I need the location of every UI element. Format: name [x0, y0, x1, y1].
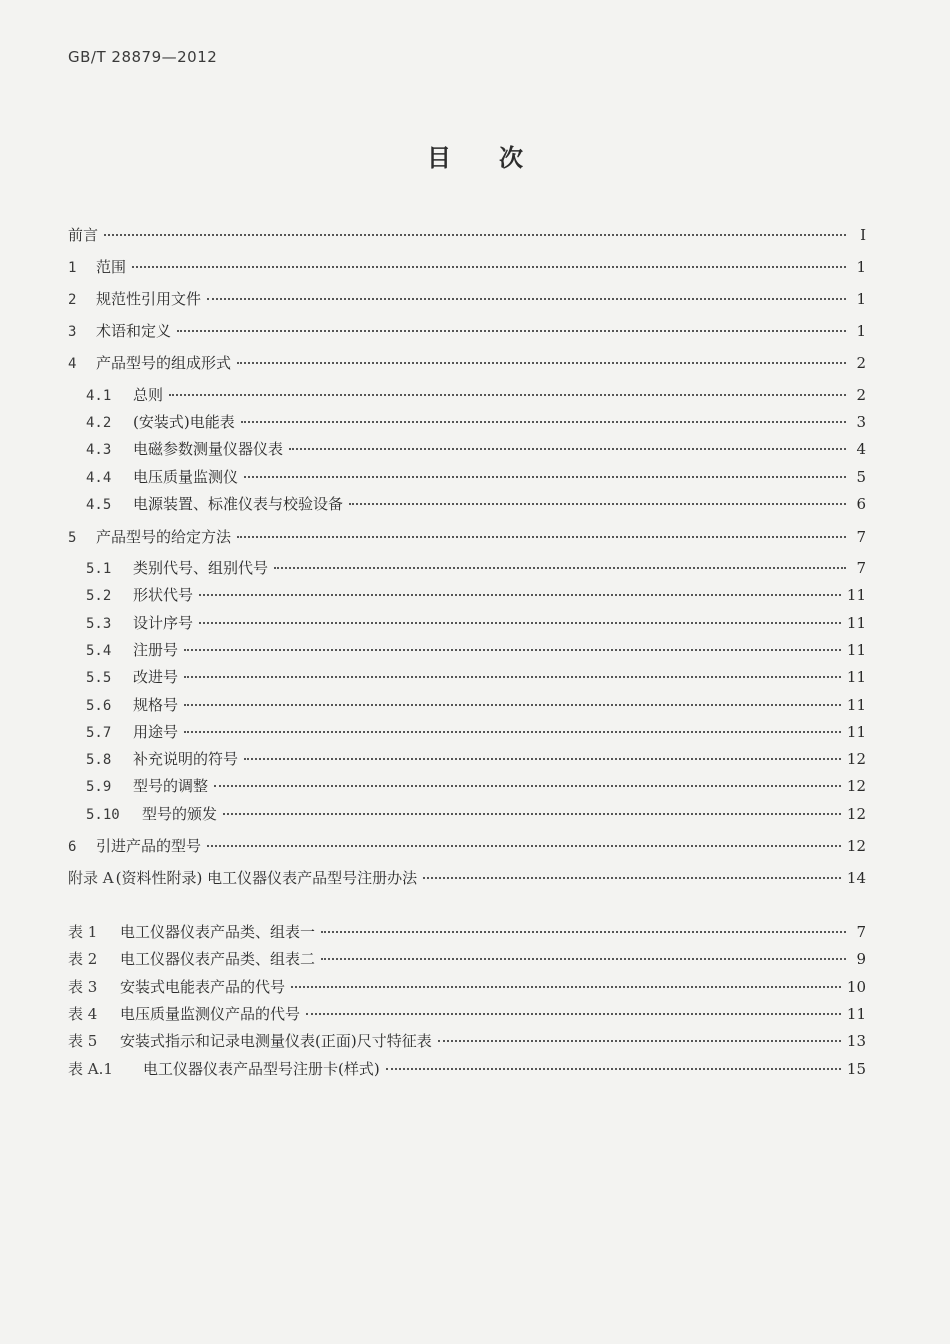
toc-entry-number: 5.10 — [86, 807, 120, 823]
table-entry[interactable] — [68, 976, 866, 998]
toc-entry-text: 型号的调整 — [133, 777, 209, 795]
table-entry-text: 安装式电能表产品的代号 — [120, 978, 286, 996]
table-entry-number: 表 5 — [68, 1032, 98, 1050]
toc-entry-page: 11 — [846, 641, 866, 659]
toc-entry-page: 1 — [856, 322, 866, 340]
table-entry-number: 表 4 — [68, 1005, 98, 1023]
table-entry[interactable] — [68, 1003, 866, 1025]
toc-entry[interactable] — [68, 256, 866, 278]
dot-leader — [244, 475, 846, 478]
dot-leader — [199, 621, 841, 624]
toc-entry-text: 范围 — [96, 258, 127, 276]
dot-leader — [244, 757, 841, 760]
table-entry[interactable] — [68, 921, 866, 943]
toc-entry-page: Ⅰ — [860, 226, 866, 244]
toc-entry-page: 11 — [846, 668, 866, 686]
toc-entry-text: 注册号 — [133, 641, 179, 659]
dot-leader — [349, 502, 846, 505]
toc-entry-text: 电源装置、标准仪表与校验设备 — [133, 495, 344, 513]
toc-entry-number: 5.6 — [86, 698, 112, 714]
page-title: 目次 — [427, 143, 571, 172]
toc-entry-page: 4 — [856, 440, 866, 458]
dot-leader — [223, 812, 841, 815]
toc-entry-preface[interactable] — [68, 224, 866, 246]
toc-subentry[interactable] — [86, 438, 866, 460]
toc-entry-page: 2 — [856, 386, 866, 404]
toc-entry-page: 1 — [856, 290, 866, 308]
toc-entry-text: 电压质量监测仪 — [133, 468, 239, 486]
toc-entry-text: 产品型号的组成形式 — [96, 354, 232, 372]
toc-entry-text: 引进产品的型号 — [96, 837, 202, 855]
toc-entry-appendix-a[interactable] — [68, 867, 866, 889]
toc-entry-text: 补充说明的符号 — [133, 750, 239, 768]
toc-entry-number: 5.5 — [86, 670, 112, 686]
table-entry-page: 15 — [846, 1060, 866, 1078]
toc-entry-number: 2 — [68, 292, 77, 308]
toc-entry-number: 5.1 — [86, 561, 112, 577]
toc-entry-number: 5.3 — [86, 616, 112, 632]
toc-entry-text: 用途号 — [133, 723, 179, 741]
toc-entry-number: 3 — [68, 324, 77, 340]
toc-entry-number: 5.4 — [86, 643, 112, 659]
toc-entry-number: 5.2 — [86, 588, 112, 604]
table-entry-text: 安装式指示和记录电测量仪表(正面)尺寸特征表 — [120, 1032, 432, 1050]
toc-entry-number: 5.7 — [86, 725, 112, 741]
toc-entry-text: 总则 — [133, 386, 164, 404]
toc-entry-number: 5.8 — [86, 752, 112, 768]
toc-subentry[interactable] — [86, 557, 866, 579]
table-entry[interactable] — [68, 1030, 866, 1052]
toc-entry[interactable] — [68, 320, 866, 342]
table-entry-page: 11 — [846, 1005, 866, 1023]
toc-entry[interactable] — [68, 835, 866, 857]
toc-entry[interactable] — [68, 526, 866, 548]
header-standard-code: GB/T 28879—2012 — [68, 48, 218, 66]
table-entry-number: 表 1 — [68, 923, 98, 941]
toc-subentry[interactable] — [86, 694, 866, 716]
table-entry-text: 电工仪器仪表产品类、组表二 — [120, 950, 316, 968]
toc-subentry[interactable] — [86, 721, 866, 743]
toc-entry-number: 5.9 — [86, 779, 112, 795]
toc-entry-page: 12 — [846, 837, 866, 855]
toc-entry-page: 5 — [856, 468, 866, 486]
toc-entry-text: 类别代号、组别代号 — [133, 559, 269, 577]
toc-entry-page: 3 — [856, 413, 866, 431]
toc-entry-page: 11 — [846, 614, 866, 632]
table-entry-number: 表 3 — [68, 978, 98, 996]
dot-leader — [237, 535, 846, 538]
toc-entry-page: 14 — [846, 869, 866, 887]
toc-entry-text: (安装式)电能表 — [133, 413, 235, 431]
toc-entry-page: 6 — [856, 495, 866, 513]
toc-subentry[interactable] — [86, 803, 866, 825]
toc-entry-page: 11 — [846, 723, 866, 741]
toc-entry-text: 形状代号 — [133, 586, 194, 604]
toc-entry-text: 电磁参数测量仪器仪表 — [133, 440, 284, 458]
table-entry-text: 电工仪器仪表产品型号注册卡(样式) — [143, 1060, 380, 1078]
dot-leader — [169, 393, 846, 396]
toc-subentry[interactable] — [86, 775, 866, 797]
toc-entry-text: (资料性附录) 电工仪器仪表产品型号注册办法 — [115, 869, 418, 887]
table-entry-text: 电工仪器仪表产品类、组表一 — [120, 923, 316, 941]
toc-entry-number: 4.5 — [86, 497, 112, 513]
table-entry-page: 10 — [846, 978, 866, 996]
toc-entry-text: 型号的颁发 — [142, 805, 218, 823]
toc-entry-page: 12 — [846, 750, 866, 768]
toc-entry-number: 4.2 — [86, 415, 112, 431]
table-entry-page: 7 — [856, 923, 866, 941]
dot-leader — [207, 844, 841, 847]
toc-subentry[interactable] — [86, 666, 866, 688]
dot-leader — [184, 703, 841, 706]
toc-entry-page: 7 — [856, 528, 866, 546]
dot-leader — [306, 1012, 841, 1015]
dot-leader — [241, 420, 846, 423]
dot-leader — [321, 957, 846, 960]
dot-leader — [386, 1067, 841, 1070]
toc-entry-number: 4.1 — [86, 388, 112, 404]
dot-leader — [184, 675, 841, 678]
table-entry-page: 13 — [846, 1032, 866, 1050]
dot-leader — [104, 233, 846, 236]
toc-entry-text: 设计序号 — [133, 614, 194, 632]
dot-leader — [289, 447, 846, 450]
toc-entry-page: 7 — [856, 559, 866, 577]
toc-entry-number: 附录 A — [68, 869, 114, 887]
toc-entry-page: 11 — [846, 586, 866, 604]
dot-leader — [207, 297, 846, 300]
toc-entry[interactable] — [68, 288, 866, 310]
table-entry-page: 9 — [856, 950, 866, 968]
toc-entry-number: 1 — [68, 260, 77, 276]
toc-entry-text: 规格号 — [133, 696, 179, 714]
table-entry-number: 表 2 — [68, 950, 98, 968]
table-entry-text: 电压质量监测仪产品的代号 — [120, 1005, 301, 1023]
table-entry-number: 表 A.1 — [68, 1060, 113, 1078]
dot-leader — [423, 876, 841, 879]
dot-leader — [274, 566, 846, 569]
toc-subentry[interactable] — [86, 612, 866, 634]
dot-leader — [199, 593, 841, 596]
dot-leader — [184, 730, 841, 733]
toc-subentry[interactable] — [86, 748, 866, 770]
toc-entry-text: 术语和定义 — [96, 322, 172, 340]
toc-entry-number: 4.4 — [86, 470, 112, 486]
toc-entry-number: 5 — [68, 530, 77, 546]
dot-leader — [132, 265, 846, 268]
toc-entry-page: 1 — [856, 258, 866, 276]
dot-leader — [177, 329, 846, 332]
toc-entry-text: 前言 — [68, 226, 99, 244]
toc-subentry[interactable] — [86, 639, 866, 661]
toc-subentry[interactable] — [86, 493, 866, 515]
table-entry[interactable] — [68, 1058, 866, 1080]
toc-entry-text: 规范性引用文件 — [96, 290, 202, 308]
dot-leader — [438, 1039, 841, 1042]
dot-leader — [237, 361, 846, 364]
toc-entry-number: 4.3 — [86, 442, 112, 458]
toc-entry-page: 12 — [846, 805, 866, 823]
dot-leader — [321, 930, 846, 933]
toc-subentry[interactable] — [86, 466, 866, 488]
dot-leader — [291, 985, 841, 988]
toc-entry[interactable] — [68, 352, 866, 374]
toc-entry-text: 改进号 — [133, 668, 179, 686]
toc-entry-text: 产品型号的给定方法 — [96, 528, 232, 546]
toc-entry-page: 12 — [846, 777, 866, 795]
toc-entry-page: 2 — [856, 354, 866, 372]
table-entry[interactable] — [68, 948, 866, 970]
dot-leader — [214, 784, 841, 787]
dot-leader — [184, 648, 841, 651]
toc-subentry[interactable] — [86, 384, 866, 406]
toc-entry-page: 11 — [846, 696, 866, 714]
toc-entry-number: 6 — [68, 839, 77, 855]
toc-subentry[interactable] — [86, 584, 866, 606]
toc-entry-number: 4 — [68, 356, 77, 372]
toc-subentry[interactable] — [86, 411, 866, 433]
